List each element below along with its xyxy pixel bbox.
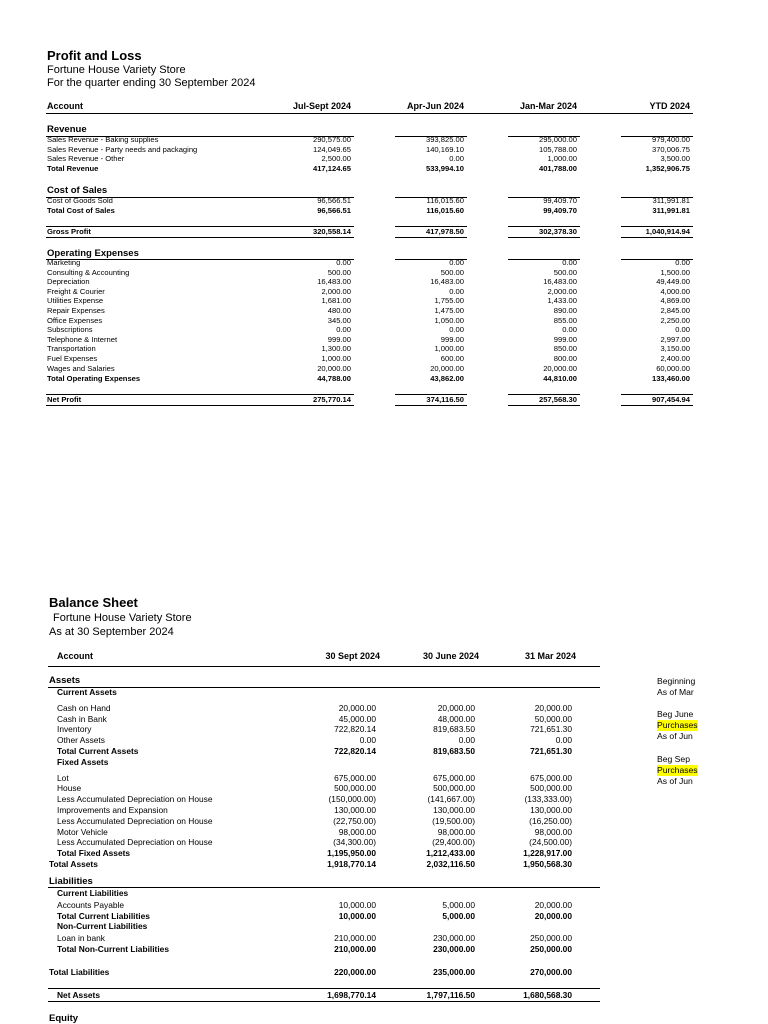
row-value: 401,788.00 [538,164,577,173]
pl-segment-rule [287,405,354,406]
pl-opex-row [0,296,768,306]
row-value: 270,000.00 [530,967,572,977]
bs-total-liabilities-row [0,967,768,978]
row-label: Freight & Courier [47,286,105,296]
row-value: (19,500.00) [432,815,475,826]
row-value: (141,667.00) [427,794,475,805]
row-value: 3,500.00 [660,154,690,164]
bs-as-at: As at 30 September 2024 [49,626,174,638]
row-label: Cash in Bank [57,713,107,724]
row-value: 1,195,950.00 [327,848,376,859]
row-label: Inventory [57,724,92,735]
row-value: 721,651.30 [530,746,572,756]
row-value: 230,000.00 [433,944,475,954]
row-value: 16,483.00 [317,277,351,287]
row-label: Accounts Payable [57,899,125,910]
row-value: 0.00 [359,735,376,746]
row-value: 675,000.00 [530,772,572,783]
pl-segment-rule [287,237,354,238]
row-value: 0.00 [562,325,577,335]
row-value: 20,000.00 [534,910,572,921]
row-value: 130,000.00 [433,805,475,815]
row-value: 220,000.00 [334,967,376,977]
row-value: 800.00 [553,354,577,363]
row-value: 1,950,568.30 [523,859,572,869]
row-value: 979,400.00 [651,135,690,144]
bs-fixed-asset-row [0,827,768,838]
side-note: Purchases [657,765,698,775]
row-value: 1,000.00 [547,154,577,164]
row-value: 250,000.00 [530,944,572,954]
row-value: 1,000.00 [434,344,464,354]
row-value: 675,000.00 [433,772,475,783]
row-label: Improvements and Expansion [57,805,168,815]
row-value: 0.00 [555,735,572,746]
bs-net-assets-rule [48,1001,600,1002]
row-label: Total Non-Current Liabilities [57,944,169,954]
row-value: 721,651.30 [530,724,572,735]
row-value: 500.00 [327,267,351,277]
row-value: 1,212,433.00 [426,848,475,859]
row-value: (150,000.00) [328,794,376,805]
row-label: Total Assets [49,859,98,869]
bs-title: Balance Sheet [49,595,138,610]
side-note: As of Mar [657,687,694,697]
row-value: 480.00 [327,306,351,315]
row-value: 4,000.00 [660,286,690,296]
bs-column-header: 30 Sept 2024 [325,651,380,661]
row-value: 4,869.00 [660,296,690,306]
row-value: 44,810.00 [543,374,577,383]
row-label: Fuel Expenses [47,354,98,363]
row-value: 45,000.00 [338,713,376,724]
row-value: 98,000.00 [338,826,376,837]
row-label: Total Fixed Assets [57,848,131,859]
row-value: 2,500.00 [321,154,351,164]
row-label: Total Liabilities [49,967,110,977]
pl-column-header: Jul-Sept 2024 [292,101,351,111]
row-value: 124,049.65 [312,144,351,154]
row-label: Subscriptions [47,325,93,335]
row-value: 49,449.00 [656,277,690,287]
pl-total-opex-row [0,374,768,384]
bs-current-liability-row [0,900,768,911]
row-value: 1,228,917.00 [523,848,572,859]
row-label: Less Accumulated Depreciation on House [57,837,213,848]
pl-segment-rule [508,237,580,238]
pl-title: Profit and Loss [47,48,142,63]
row-value: 2,250.00 [660,315,690,325]
row-value: 43,862.00 [430,374,464,383]
bs-header-rule [48,666,600,667]
pl-opex-row [0,364,768,374]
row-value: 0.00 [675,325,690,335]
pl-segment-rule [46,237,296,238]
pl-opex-row [0,306,768,316]
row-value: 417,124.65 [312,164,351,173]
side-note: Purchases [657,720,698,730]
bs-section-rule [48,887,600,888]
pl-total-revenue-row [0,164,768,174]
bs-current-asset-row [0,724,768,735]
row-value: 500,000.00 [334,783,376,794]
row-value: 370,006.75 [651,144,690,154]
row-value: 819,683.50 [433,724,475,735]
row-value: 99,409.70 [543,196,577,205]
row-value: 1,475.00 [434,306,464,315]
row-value: 1,797,116.50 [426,990,475,1000]
pl-segment-rule [621,237,693,238]
pl-column-header: Jan-Mar 2024 [519,101,577,111]
bs-fixed-asset-row [0,805,768,816]
bs-current-asset-row [0,703,768,714]
bs-total-current-liabilities-row [0,911,768,922]
row-value: 1,000.00 [321,354,351,363]
pl-column-header: Apr-Jun 2024 [406,101,464,111]
row-value: 5,000.00 [442,899,475,910]
row-value: 500.00 [440,267,464,277]
row-value: 2,845.00 [660,306,690,315]
row-value: 1,040,914.94 [645,227,690,236]
row-value: 50,000.00 [534,713,572,724]
row-value: 311,991.81 [652,206,690,215]
row-value: 5,000.00 [442,910,475,921]
bs-current-asset-row [0,714,768,725]
bs-fixed-assets-heading: Fixed Assets [57,756,109,767]
pl-column-header: YTD 2024 [649,101,690,111]
row-label: Depreciation [47,277,90,287]
row-label: Total Cost of Sales [47,206,115,215]
side-note: Beginning [657,676,696,686]
row-value: 98,000.00 [534,826,572,837]
row-value: 1,698,770.14 [327,990,376,1000]
pl-opex-row [0,258,768,268]
pl-period: For the quarter ending 30 September 2024 [47,77,256,89]
bs-equity-heading: Equity [49,1013,79,1024]
row-label: Less Accumulated Depreciation on House [57,794,213,805]
row-value: 116,015.60 [426,206,464,215]
pl-opex-row [0,316,768,326]
row-label: Loan in bank [57,933,105,944]
row-value: 105,788.00 [538,144,577,154]
pl-opex-row [0,344,768,354]
row-value: 96,566.51 [317,206,351,215]
row-label: Consulting & Accounting [47,267,130,277]
bs-column-header: 31 Mar 2024 [524,651,576,661]
bs-total-non-current-liabilities-row [0,944,768,955]
row-label: Other Assets [57,735,105,746]
bs-non-current-liability-row [0,933,768,944]
pl-segment-rule [395,237,467,238]
row-value: 99,409.70 [543,206,577,215]
row-value: (133,333.00) [524,794,572,805]
row-value: (24,500.00) [529,837,572,848]
row-value: 2,032,116.50 [426,859,475,869]
row-value: 10,000.00 [338,910,376,921]
row-value: 374,116.50 [426,395,464,404]
bs-current-liabilities-heading: Current Liabilities [57,888,129,898]
row-value: (29,400.00) [432,837,475,848]
row-label: Cash on Hand [57,702,111,713]
pl-total-cost-of-sales-row [0,206,768,216]
row-value: 0.00 [458,735,475,746]
row-value: (16,250.00) [529,815,572,826]
bs-assets-heading: Assets [49,675,81,686]
bs-net-assets-rule [48,988,600,989]
row-label: Net Profit [47,395,82,404]
pl-segment-rule [395,405,467,406]
row-value: 1,680,568.30 [523,990,572,1000]
row-label: Cost of Goods Sold [47,196,113,205]
row-value: 98,000.00 [437,826,475,837]
row-label: Less Accumulated Depreciation on House [57,815,213,826]
bs-section-rule [48,687,600,688]
bs-fixed-asset-row [0,816,768,827]
row-label: Sales Revenue - Other [47,154,125,164]
row-value: 3,150.00 [660,344,690,354]
row-value: 96,566.51 [317,196,351,205]
pl-segment-rule [621,405,693,406]
row-value: 20,000.00 [317,363,351,373]
row-value: 0.00 [562,258,577,267]
row-value: 250,000.00 [530,933,572,944]
pl-cogs-row [0,196,768,206]
row-label: Total Current Liabilities [57,910,150,921]
row-value: 320,558.14 [312,227,351,236]
row-value: 722,820.14 [334,724,376,735]
row-value: 230,000.00 [433,933,475,944]
pl-segment-rule [508,405,580,406]
row-value: 500,000.00 [433,783,475,794]
bs-fixed-asset-row [0,794,768,805]
row-label: Total Operating Expenses [47,374,141,383]
row-value: 20,000.00 [534,899,572,910]
row-value: 20,000.00 [437,702,475,713]
pl-header-rule [46,113,693,114]
row-value: 600.00 [440,354,464,363]
pl-segment-rule [46,405,296,406]
bs-total-assets-row [0,859,768,870]
row-value: 417,978.50 [425,227,464,236]
row-value: 140,169.10 [425,144,464,154]
bs-fixed-asset-row [0,837,768,848]
pl-cost-of-sales-heading: Cost of Sales [47,185,108,196]
row-value: 890.00 [553,306,577,315]
row-value: 533,994.10 [425,164,464,173]
row-value: 0.00 [449,154,464,164]
row-label: Motor Vehicle [57,826,108,837]
row-value: 1,681.00 [321,296,351,306]
row-value: 2,997.00 [660,334,690,344]
row-value: 0.00 [336,325,351,335]
row-value: 257,568.30 [538,395,577,404]
row-value: (22,750.00) [333,815,376,826]
bs-total-fixed-assets-row [0,848,768,859]
row-value: 999.00 [327,334,351,344]
row-value: 275,770.14 [312,395,351,404]
bs-current-asset-row [0,735,768,746]
row-label: Sales Revenue - Party needs and packaging [47,144,198,154]
row-value: 130,000.00 [334,805,376,815]
pl-opex-row [0,287,768,297]
side-note: As of Jun [657,776,693,786]
row-label: Total Revenue [47,164,99,173]
row-value: 1,050.00 [434,315,464,325]
row-label: Office Expenses [47,315,103,325]
row-value: 0.00 [675,258,690,267]
row-value: 500,000.00 [530,783,572,794]
row-value: 907,454.94 [651,395,690,404]
row-value: 850.00 [553,344,577,354]
row-value: 295,000.00 [538,135,577,144]
row-value: 819,683.50 [433,746,475,756]
row-label: Marketing [47,258,81,267]
row-value: 290,575.00 [312,135,351,144]
row-value: 44,788.00 [317,374,351,383]
row-value: 116,015.60 [426,196,464,205]
row-value: 133,460.00 [651,374,690,383]
side-note: Beg Sep [657,754,690,764]
bs-non-current-liabilities-heading: Non-Current Liabilities [57,921,148,932]
row-label: House [57,783,82,794]
pl-opex-row [0,325,768,335]
row-value: 16,483.00 [543,277,577,287]
row-label: Wages and Salaries [47,363,115,373]
row-value: 999.00 [553,334,577,344]
row-label: Lot [57,772,69,783]
row-value: 1,300.00 [321,344,351,354]
row-label: Total Current Assets [57,746,139,756]
row-label: Repair Expenses [47,306,105,315]
row-value: 20,000.00 [430,363,464,373]
row-label: Gross Profit [47,227,91,236]
side-note: As of Jun [657,731,693,741]
row-value: 675,000.00 [334,772,376,783]
pl-opex-row [0,268,768,278]
row-value: 10,000.00 [338,899,376,910]
row-value: (34,300.00) [333,837,376,848]
row-value: 999.00 [440,334,464,344]
row-label: Sales Revenue - Baking supplies [47,135,159,144]
pl-column-account: Account [47,101,83,111]
pl-operating-expenses-heading: Operating Expenses [47,248,139,259]
row-value: 20,000.00 [338,702,376,713]
row-value: 48,000.00 [437,713,475,724]
pl-revenue-row [0,135,768,145]
row-value: 235,000.00 [433,967,475,977]
pl-opex-row [0,277,768,287]
bs-fixed-asset-row [0,773,768,784]
row-value: 60,000.00 [656,363,690,373]
row-label: Utilities Expense [47,296,104,306]
pl-gross-profit-row [0,227,768,237]
row-value: 0.00 [449,325,464,335]
row-value: 2,400.00 [660,354,690,363]
pl-opex-row [0,354,768,364]
row-value: 722,820.14 [334,746,376,756]
bs-liabilities-heading: Liabilities [49,876,93,887]
row-value: 345.00 [327,315,351,325]
bs-current-assets-heading: Current Assets [57,687,117,697]
row-value: 302,378.30 [538,227,577,236]
bs-company: Fortune House Variety Store [53,612,192,624]
row-value: 130,000.00 [530,805,572,815]
pl-company: Fortune House Variety Store [47,64,186,76]
row-value: 311,991.81 [652,196,690,205]
row-value: 1,755.00 [434,296,464,306]
bs-column-account: Account [57,651,93,661]
pl-revenue-row [0,154,768,164]
bs-fixed-asset-row [0,783,768,794]
pl-revenue-row [0,145,768,155]
row-value: 1,433.00 [547,296,577,306]
row-value: 0.00 [336,258,351,267]
row-value: 2,000.00 [321,286,351,296]
row-value: 20,000.00 [543,363,577,373]
row-value: 393,825.00 [425,135,464,144]
row-value: 1,918,770.14 [327,859,376,869]
row-label: Telephone & Internet [47,334,118,344]
bs-column-header: 30 June 2024 [422,651,479,661]
row-value: 1,500.00 [660,267,690,277]
row-value: 2,000.00 [547,286,577,296]
row-label: Net Assets [57,990,100,1000]
row-value: 16,483.00 [430,277,464,287]
row-value: 855.00 [553,315,577,325]
row-value: 210,000.00 [334,944,376,954]
side-note: Beg June [657,709,694,719]
row-value: 0.00 [449,258,464,267]
pl-net-profit-row [0,395,768,405]
pl-opex-row [0,335,768,345]
row-label: Transportation [47,344,96,354]
bs-net-assets-row [0,990,768,1001]
row-value: 500.00 [553,267,577,277]
pl-revenue-heading: Revenue [47,124,87,135]
row-value: 20,000.00 [534,702,572,713]
row-value: 0.00 [449,286,464,296]
bs-total-current-assets-row [0,746,768,757]
row-value: 1,352,906.75 [645,164,690,173]
row-value: 210,000.00 [334,933,376,944]
